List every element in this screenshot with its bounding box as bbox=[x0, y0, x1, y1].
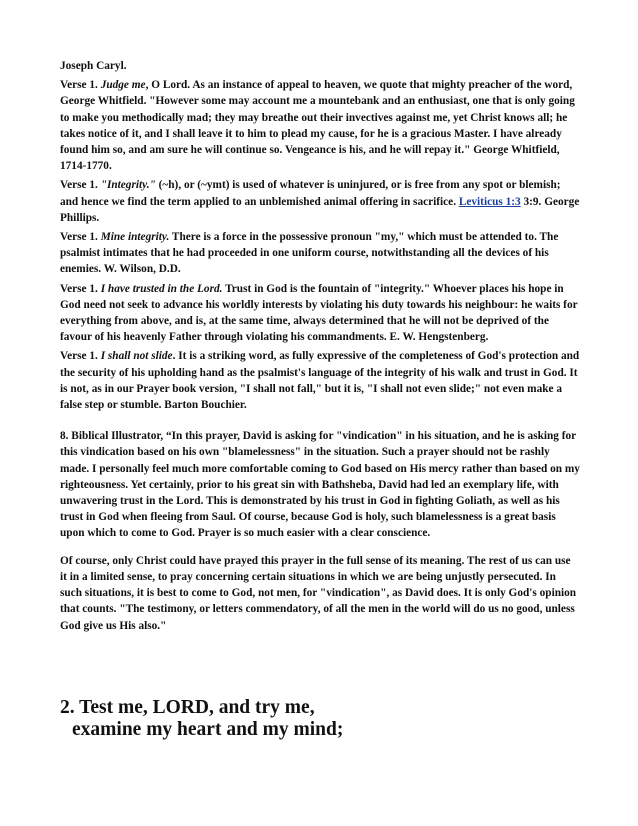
document-page bbox=[60, 58, 580, 741]
verse2-heading bbox=[60, 697, 580, 741]
spacer bbox=[60, 416, 580, 428]
spacer bbox=[60, 637, 580, 697]
spacer bbox=[60, 545, 580, 553]
verse-label: Verse 1. bbox=[60, 79, 101, 92]
verse-phrase: I shall not slide bbox=[100, 350, 173, 363]
paragraph-biblical-illustrator: 8. Biblical Illustrator, “In this prayer, David is asking for "vindication" in his situation, and he is asking for this vindication based on his own "blamelessness" in the situation. Such a prayer should not be rashly made. I personally feel much more comfortable coming to God based on His mercy rather than based on my righteousness. Yet certainly, prior to his great sin with Bathsheba, David had led an exemplary life, with unwavering trust in the Lord. This is demonstrated by his trust in God in fighting Goliath, as well as his trust in God when fleeing from Saul. Of course, because God is holy, such blamelessness is a great basis upon which to come to God. Prayer is so much easier with a clear conscience. bbox=[60, 430, 580, 540]
paragraph-verse1-trusted bbox=[60, 281, 580, 346]
verse-phrase: I have trusted in the Lord. bbox=[100, 282, 223, 295]
verse2-heading-line2: examine my heart and my mind; bbox=[72, 718, 344, 740]
paragraph-verse1-mine-integrity bbox=[60, 229, 580, 278]
paragraph-text: , O Lord. As an instance of appeal to heaven, we quote that mighty preacher of the word, George Whitfield. "However some may account me a mountebank and an enthusiast, one that is only going to make you methodically mad; they may breathe out their invectives against me, yet Christ knows all; he takes notice of it, and I shall leave it to him to plead my cause, for he is a gracious Master. I have already found him so, and am sure he will continue so. Vengeance is his, and he will repay it." George Whitfield, 1714-1770. bbox=[60, 79, 575, 173]
paragraph-text: There is a force in the possessive pronoun "my," which must be attended to. The psalmist intimates that he had proceeded in one uniform course, notwithstanding all the devices of his enemies. W. Wilson, D.D. bbox=[60, 231, 559, 276]
paragraph-commentary: Of course, only Christ could have prayed this prayer in the full sense of its meaning. The rest of us can use it in a limited sense, to pray concerning certain situations in which we are being unjustly persecuted. In such situations, it is best to come to God, not men, for "vindication", as David does. It is only God's opinion that counts. "The testimony, or letters commendatory, of all the men in the world will do us no good, unless God give us His also." bbox=[60, 554, 577, 632]
verse-label: Verse 1. bbox=[60, 282, 101, 295]
leviticus-link[interactable]: Leviticus 1:3 bbox=[458, 195, 521, 208]
verse-label: Verse 1. bbox=[60, 179, 101, 192]
attribution-caryl: Joseph Caryl. bbox=[60, 60, 127, 72]
verse2-heading-line1: 2. Test me, LORD, and try me, bbox=[60, 696, 315, 718]
verse-phrase: "Integrity." bbox=[100, 179, 156, 192]
paragraph-text: (~h), or (~ymt) is used of whatever is uninjured, or is free from any spot or blemish; and hence we find the term applied to an unblemished animal offering in sacrifice. bbox=[60, 179, 561, 208]
paragraph-text: . It is a striking word, as fully expressive of the completeness of God's protection and the security of his upholding hand as the psalmist's language of the integrity of his walk and trust in God. It is not, as in our Prayer book version, "I shall not fall," but it is, "I shall not even slide;" not even make a false step or stumble. Barton Bouchier. bbox=[60, 350, 580, 412]
verse-label: Verse 1. bbox=[60, 231, 101, 244]
paragraph-text-tail: 3:9. George Phillips. bbox=[60, 195, 580, 224]
verse-phrase: Judge me bbox=[100, 79, 146, 92]
paragraph-text: Trust in God is the fountain of "integrity." Whoever places his hope in God need not seek to advance his worldly interests by violating his duty towards his neighbour: he waits for everything from above, and is, at the same time, always determined that he will not be deprived of the favour of his heavenly Father through violating his commandments. E. W. Hengstenberg. bbox=[60, 282, 578, 344]
paragraph-verse1-whitfield bbox=[60, 77, 580, 174]
paragraph-verse1-integrity bbox=[60, 177, 580, 226]
verse-label: Verse 1. bbox=[60, 350, 101, 363]
verse-phrase: Mine integrity. bbox=[100, 231, 170, 244]
paragraph-verse1-slide bbox=[60, 348, 580, 413]
